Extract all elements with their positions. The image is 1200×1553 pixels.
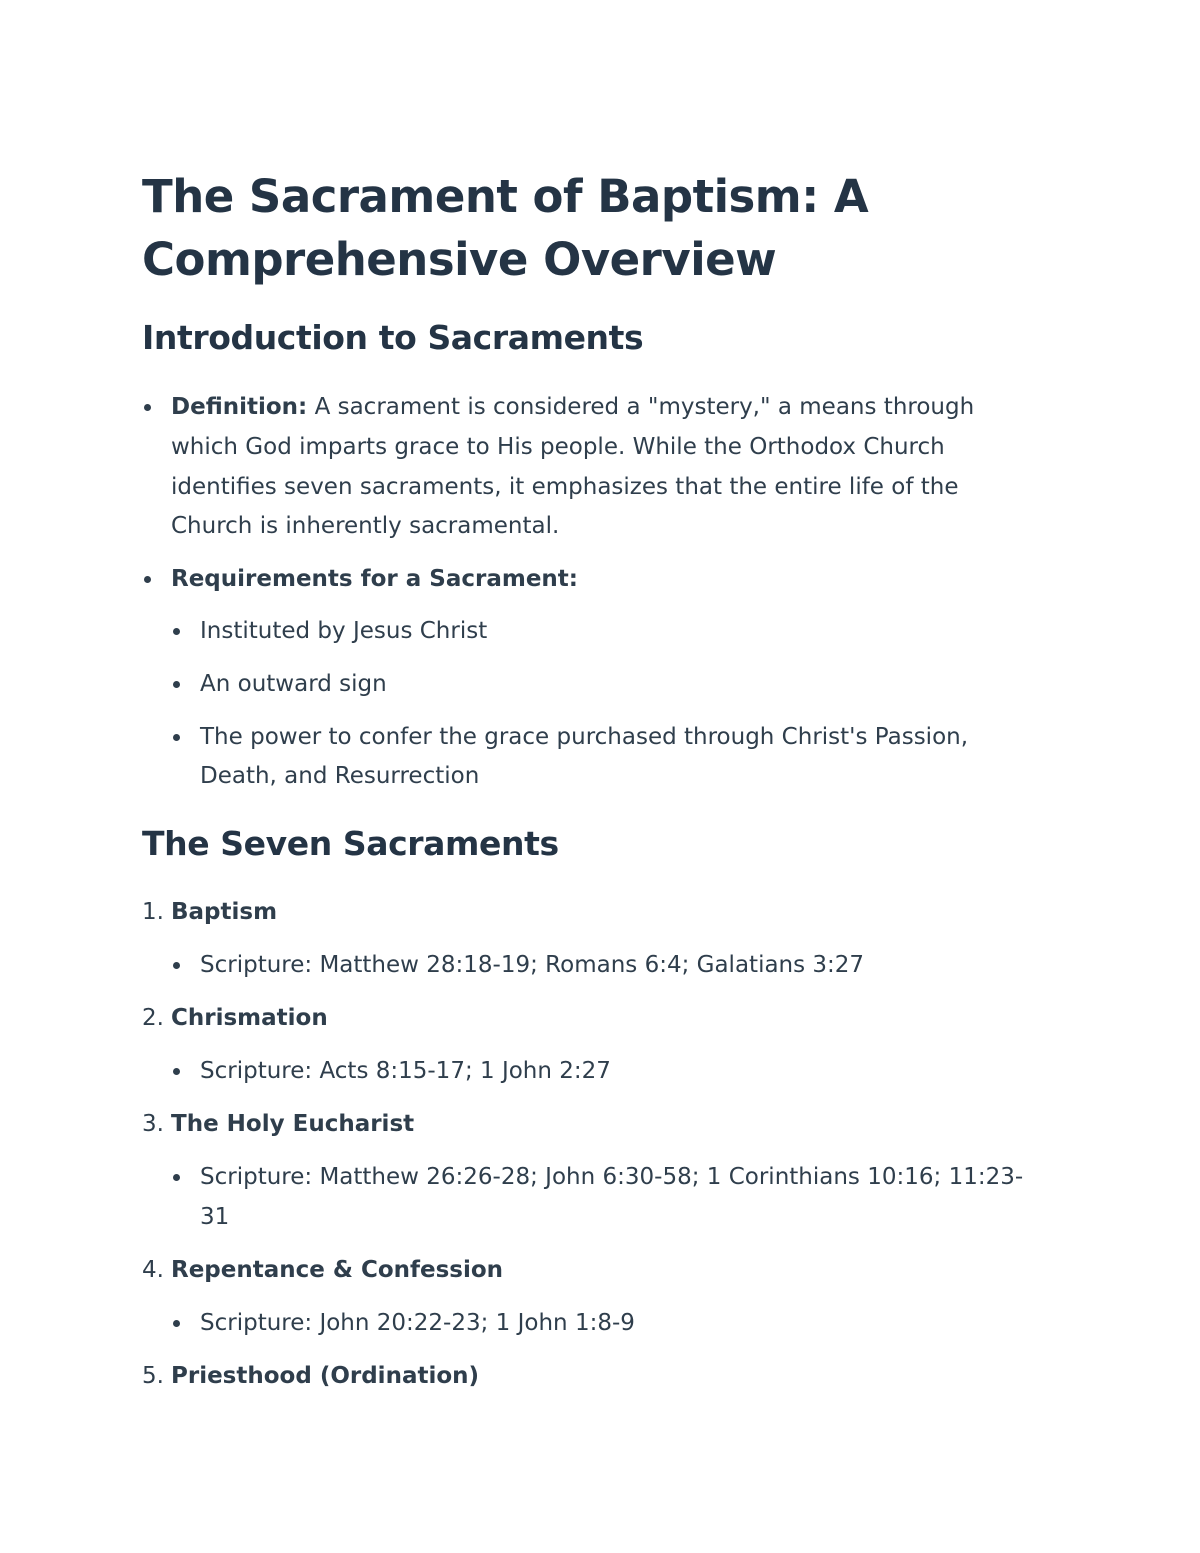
requirements-label: Requirements for a Sacrament:	[171, 566, 579, 592]
definition-text: A sacrament is considered a "mystery," a means through	[314, 394, 975, 420]
definition-text: which God imparts grace to His people. While the Orthodox Church	[171, 434, 945, 460]
bullet-marker	[144, 576, 151, 583]
bullet-marker	[173, 628, 180, 635]
definition-text: Church is inherently sacramental.	[171, 513, 560, 539]
bullet-marker	[173, 962, 180, 969]
sacrament-name: The Holy Eucharist	[171, 1111, 415, 1137]
list-number: 3.	[142, 1111, 164, 1137]
sacrament-name: Baptism	[171, 899, 278, 925]
scripture-reference: Scripture: Matthew 28:18-19; Romans 6:4; Galatians 3:27	[200, 952, 865, 978]
definition-label: Definition:	[171, 394, 308, 420]
scripture-reference: 31	[200, 1204, 230, 1230]
scripture-reference: Scripture: John 20:22-23; 1 John 1:8-9	[200, 1310, 635, 1336]
bullet-marker	[173, 681, 180, 688]
list-number: 4.	[142, 1257, 164, 1283]
section-heading-introduction: Introduction to Sacraments	[142, 318, 644, 357]
requirement-item: Death, and Resurrection	[200, 763, 480, 789]
scripture-reference: Scripture: Matthew 26:26-28; John 6:30-58; 1 Corinthians 10:16; 11:23-	[200, 1164, 1024, 1190]
section-heading-seven-sacraments: The Seven Sacraments	[142, 824, 559, 863]
bullet-marker	[173, 1174, 180, 1181]
bullet-marker	[173, 1068, 180, 1075]
sacrament-name: Chrismation	[171, 1005, 328, 1031]
requirement-item: The power to confer the grace purchased through Christ's Passion,	[200, 724, 969, 750]
bullet-marker	[173, 734, 180, 741]
sacrament-name: Priesthood (Ordination)	[171, 1363, 480, 1389]
list-number: 2.	[142, 1005, 164, 1031]
sacrament-name: Repentance & Confession	[171, 1257, 504, 1283]
bullet-marker	[173, 1320, 180, 1327]
bullet-marker	[144, 404, 151, 411]
requirement-item: An outward sign	[200, 671, 387, 697]
definition-line	[171, 387, 974, 427]
list-number: 5.	[142, 1363, 164, 1389]
list-number: 1.	[142, 899, 164, 925]
scripture-reference: Scripture: Acts 8:15-17; 1 John 2:27	[200, 1058, 611, 1084]
definition-text: identifies seven sacraments, it emphasizes that the entire life of the	[171, 474, 959, 500]
requirement-item: Instituted by Jesus Christ	[200, 618, 488, 644]
document-title: The Sacrament of Baptism: A Comprehensive Overview	[142, 170, 869, 286]
